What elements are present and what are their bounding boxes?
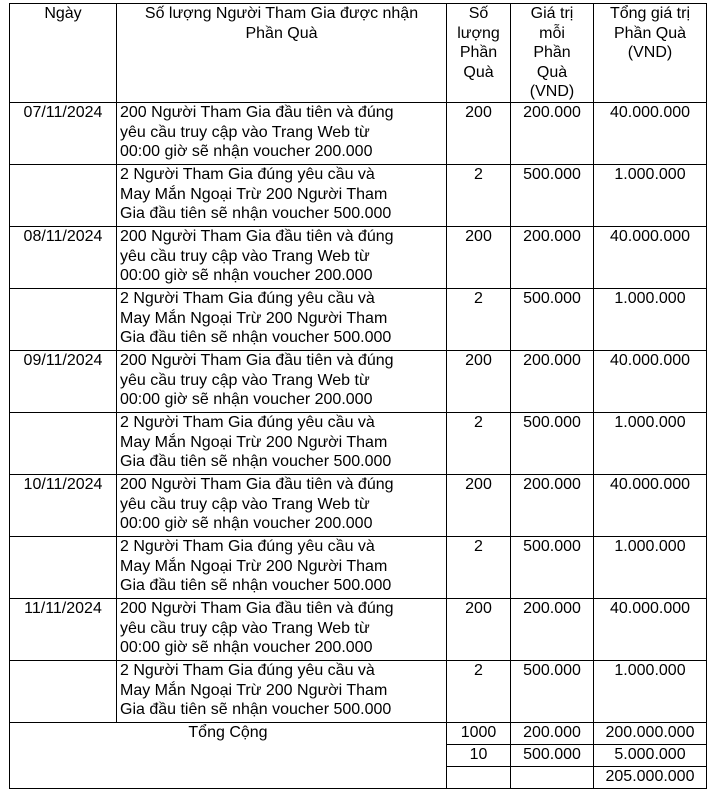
table-row — [10, 103, 707, 165]
description-cell: 2 Người Tham Gia đúng yêu cầu và May Mắn Ngoại Trừ 200 Người Tham Gia đầu tiên sẽ nhận voucher 500.000 — [117, 289, 447, 351]
grand-total-empty-quantity — [447, 767, 511, 789]
total-cell: 40.000.000 — [594, 227, 707, 289]
total-cell: 40.000.000 — [594, 103, 707, 165]
description-cell: 2 Người Tham Gia đúng yêu cầu và May Mắn Ngoại Trừ 200 Người Tham Gia đầu tiên sẽ nhận voucher 500.000 — [117, 165, 447, 227]
summary-total: 200.000.000 — [594, 723, 707, 745]
table-row — [10, 475, 707, 537]
date-cell: 10/11/2024 — [10, 475, 117, 537]
date-cell-empty — [10, 165, 117, 227]
description-cell: 2 Người Tham Gia đúng yêu cầu và May Mắn Ngoại Trừ 200 Người Tham Gia đầu tiên sẽ nhận voucher 500.000 — [117, 413, 447, 475]
grand-total: 205.000.000 — [594, 767, 707, 789]
header-date: Ngày — [10, 4, 117, 103]
description-cell: 2 Người Tham Gia đúng yêu cầu và May Mắn Ngoại Trừ 200 Người Tham Gia đầu tiên sẽ nhận voucher 500.000 — [117, 537, 447, 599]
date-cell: 07/11/2024 — [10, 103, 117, 165]
description-cell: 2 Người Tham Gia đúng yêu cầu và May Mắn Ngoại Trừ 200 Người Tham Gia đầu tiên sẽ nhận voucher 500.000 — [117, 661, 447, 723]
header-total-value: Tổng giá trị Phần Quà (VND) — [594, 4, 707, 103]
table-row — [10, 227, 707, 289]
quantity-cell: 2 — [447, 537, 511, 599]
summary-unit-value: 200.000 — [511, 723, 594, 745]
quantity-cell: 200 — [447, 475, 511, 537]
summary-label: Tổng Cộng — [10, 723, 447, 789]
quantity-cell: 2 — [447, 165, 511, 227]
total-cell: 40.000.000 — [594, 351, 707, 413]
date-cell-empty — [10, 661, 117, 723]
summary-row — [10, 723, 707, 745]
header-quantity: Số lượng Phần Quà — [447, 4, 511, 103]
date-cell: 09/11/2024 — [10, 351, 117, 413]
total-cell: 40.000.000 — [594, 599, 707, 661]
quantity-cell: 2 — [447, 413, 511, 475]
date-cell: 08/11/2024 — [10, 227, 117, 289]
total-cell: 1.000.000 — [594, 289, 707, 351]
table-header-row — [10, 4, 707, 103]
header-unit-value: Giá trị mỗi Phần Quà (VND) — [511, 4, 594, 103]
quantity-cell: 200 — [447, 351, 511, 413]
unit-value-cell: 200.000 — [511, 351, 594, 413]
unit-value-cell: 200.000 — [511, 599, 594, 661]
unit-value-cell: 500.000 — [511, 537, 594, 599]
quantity-cell: 2 — [447, 661, 511, 723]
description-cell: 200 Người Tham Gia đầu tiên và đúng yêu cầu truy cập vào Trang Web từ 00:00 giờ sẽ nhận voucher 200.000 — [117, 599, 447, 661]
description-cell: 200 Người Tham Gia đầu tiên và đúng yêu cầu truy cập vào Trang Web từ 00:00 giờ sẽ nhận voucher 200.000 — [117, 103, 447, 165]
table-row — [10, 537, 707, 599]
prize-table — [9, 3, 707, 789]
summary-unit-value: 500.000 — [511, 745, 594, 767]
quantity-cell: 200 — [447, 599, 511, 661]
total-cell: 1.000.000 — [594, 413, 707, 475]
table-row — [10, 165, 707, 227]
date-cell-empty — [10, 413, 117, 475]
date-cell-empty — [10, 537, 117, 599]
unit-value-cell: 500.000 — [511, 661, 594, 723]
quantity-cell: 200 — [447, 103, 511, 165]
table-row — [10, 289, 707, 351]
total-cell: 1.000.000 — [594, 165, 707, 227]
summary-total: 5.000.000 — [594, 745, 707, 767]
total-cell: 1.000.000 — [594, 661, 707, 723]
table-row — [10, 661, 707, 723]
unit-value-cell: 200.000 — [511, 227, 594, 289]
description-cell: 200 Người Tham Gia đầu tiên và đúng yêu cầu truy cập vào Trang Web từ 00:00 giờ sẽ nhận voucher 200.000 — [117, 351, 447, 413]
description-cell: 200 Người Tham Gia đầu tiên và đúng yêu cầu truy cập vào Trang Web từ 00:00 giờ sẽ nhận voucher 200.000 — [117, 227, 447, 289]
quantity-cell: 2 — [447, 289, 511, 351]
table-row — [10, 351, 707, 413]
unit-value-cell: 200.000 — [511, 103, 594, 165]
grand-total-empty-unit-value — [511, 767, 594, 789]
summary-quantity: 1000 — [447, 723, 511, 745]
table-row — [10, 599, 707, 661]
quantity-cell: 200 — [447, 227, 511, 289]
unit-value-cell: 500.000 — [511, 289, 594, 351]
header-description: Số lượng Người Tham Gia được nhận Phần Quà — [117, 4, 447, 103]
summary-quantity: 10 — [447, 745, 511, 767]
total-cell: 1.000.000 — [594, 537, 707, 599]
unit-value-cell: 200.000 — [511, 475, 594, 537]
total-cell: 40.000.000 — [594, 475, 707, 537]
date-cell: 11/11/2024 — [10, 599, 117, 661]
date-cell-empty — [10, 289, 117, 351]
unit-value-cell: 500.000 — [511, 165, 594, 227]
unit-value-cell: 500.000 — [511, 413, 594, 475]
description-cell: 200 Người Tham Gia đầu tiên và đúng yêu cầu truy cập vào Trang Web từ 00:00 giờ sẽ nhận voucher 200.000 — [117, 475, 447, 537]
table-row — [10, 413, 707, 475]
